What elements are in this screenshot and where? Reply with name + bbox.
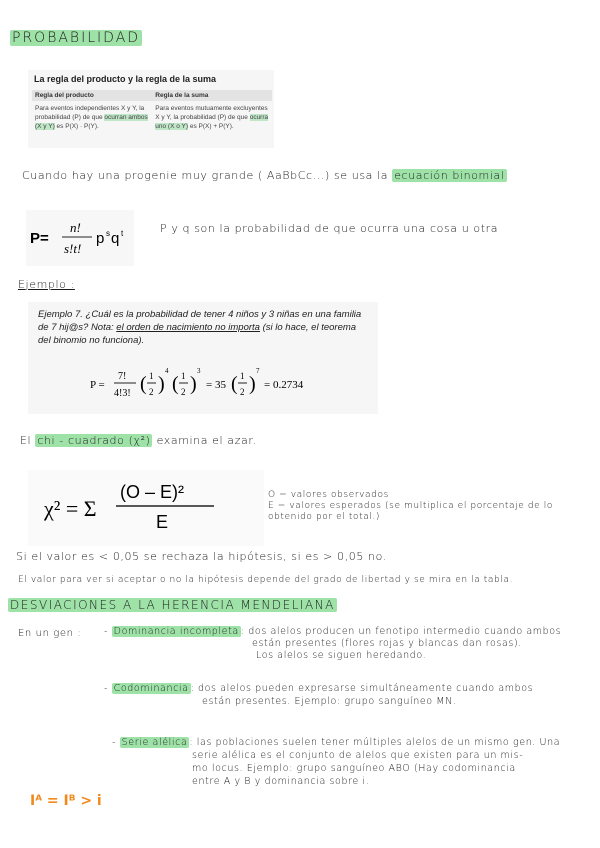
example-card	[28, 302, 378, 414]
svg-text:s!t!: s!t!	[64, 241, 82, 256]
rule-table	[32, 90, 272, 134]
cell-product: Para eventos independientes X y Y, la probabilidad (P) de que ocurran ambos (X y Y) es P(X) · P(Y).	[35, 105, 148, 130]
rule-table-card	[28, 70, 274, 148]
svg-text:7!: 7!	[118, 371, 127, 382]
rule-table-title: La regla del producto y la regla de la suma	[34, 74, 217, 84]
svg-text:P=: P=	[30, 230, 49, 247]
gen-label: En un gen :	[18, 628, 82, 639]
svg-text:2: 2	[149, 387, 154, 397]
svg-text:4: 4	[165, 367, 169, 375]
example-text: Ejemplo 7. ¿Cuál es la probabilidad de tener 4 niños y 3 niñas en una familia de 7 hij@s? Nota: el orden de nacimiento no importa (si lo hace, el teorema del binomio no funciona).	[38, 309, 362, 346]
svg-text:(: (	[231, 373, 238, 395]
svg-text:4!3!: 4!3!	[114, 388, 131, 399]
svg-text:E: E	[156, 512, 169, 532]
col-sum: Regla de la suma	[152, 90, 272, 101]
section-heading: DESVIACIONES A LA HERENCIA MENDELIANA	[10, 598, 335, 612]
svg-text:1: 1	[181, 371, 186, 381]
svg-text:): )	[249, 373, 256, 395]
example-label: Ejemplo :	[18, 278, 75, 291]
svg-text:χ² = Σ: χ² = Σ	[44, 496, 97, 521]
svg-text:(O – E)²: (O – E)²	[120, 482, 185, 502]
example-formula	[88, 364, 328, 404]
svg-text:(: (	[172, 373, 179, 395]
chi-square-formula	[28, 470, 264, 546]
svg-text:P =: P =	[90, 379, 105, 391]
binomial-formula-svg	[26, 210, 134, 266]
svg-text:= 0.2734: = 0.2734	[264, 379, 304, 391]
cell-sum: Para eventos mutuamente excluyentes X y Y, la probabilidad (P) de que ocurra uno (X o Y) es P(X) + P(Y).	[155, 105, 269, 130]
binomial-paragraph: Cuando hay una progenie muy grande ( AaBbCc...) se usa la ecuación binomial	[22, 169, 505, 182]
pq-description: P y q son la probabilidad de que ocurra una cosa u otra	[160, 222, 499, 235]
svg-text:(: (	[140, 373, 147, 395]
page-title: PROBABILIDAD	[12, 30, 141, 46]
col-product: Regla del producto	[32, 90, 152, 101]
o-definition: O = valores observados	[268, 490, 389, 500]
allele-order: Iᴬ = Iᴮ > i	[30, 793, 102, 809]
svg-text:): )	[190, 373, 197, 395]
bullet-dominancia: - Dominancia incompleta : dos alelos producen un fenotipo intermedio cuando ambos están presentes (flores rojas y blancas dan rosas). Los alelos se siguen heredando.	[104, 626, 562, 661]
svg-text:2: 2	[181, 387, 186, 397]
svg-text:1: 1	[149, 371, 154, 381]
svg-text:3: 3	[197, 367, 201, 375]
svg-text:= 35: = 35	[206, 379, 226, 391]
bullet-codominancia: - Codominancia : dos alelos pueden expresarse simultáneamente cuando ambos están presentes. Ejemplo: grupo sanguíneo MN.	[104, 683, 534, 707]
chi-square-formula-svg	[28, 470, 264, 546]
significance-line: Si el valor es < 0,05 se rechaza la hipótesis, si es > 0,05 no.	[16, 550, 387, 563]
svg-text:p: p	[96, 230, 105, 247]
svg-text:7: 7	[256, 367, 260, 375]
oe-legend	[268, 490, 590, 523]
svg-text:t: t	[121, 229, 124, 238]
binomial-formula	[26, 210, 134, 266]
svg-text:): )	[158, 373, 165, 395]
bullet-serie-alelica: - Serie alélica : las poblaciones suelen tener múltiples alelos de un mismo gen. Una serie alélica es el conjunto de alelos que existen para un mis- mo locus. Ejemplo: grupo sanguíneo ABO (Hay codominancia entre A y B y dominancia sobre i.	[112, 737, 561, 787]
svg-text:1: 1	[240, 371, 245, 381]
chi-square-line: El chi - cuadrado (χ²) examina el azar.	[20, 434, 257, 447]
svg-text:n!: n!	[70, 220, 81, 235]
svg-text:2: 2	[240, 387, 245, 397]
freedom-line: El valor para ver si aceptar o no la hipótesis depende del grado de libertad y se mira en la tabla.	[18, 575, 514, 585]
svg-text:s: s	[106, 229, 110, 238]
e-definition: E = valores esperados (se multiplica el porcentaje de lo obtenido por el total.)	[268, 501, 553, 522]
svg-text:q: q	[111, 230, 120, 247]
